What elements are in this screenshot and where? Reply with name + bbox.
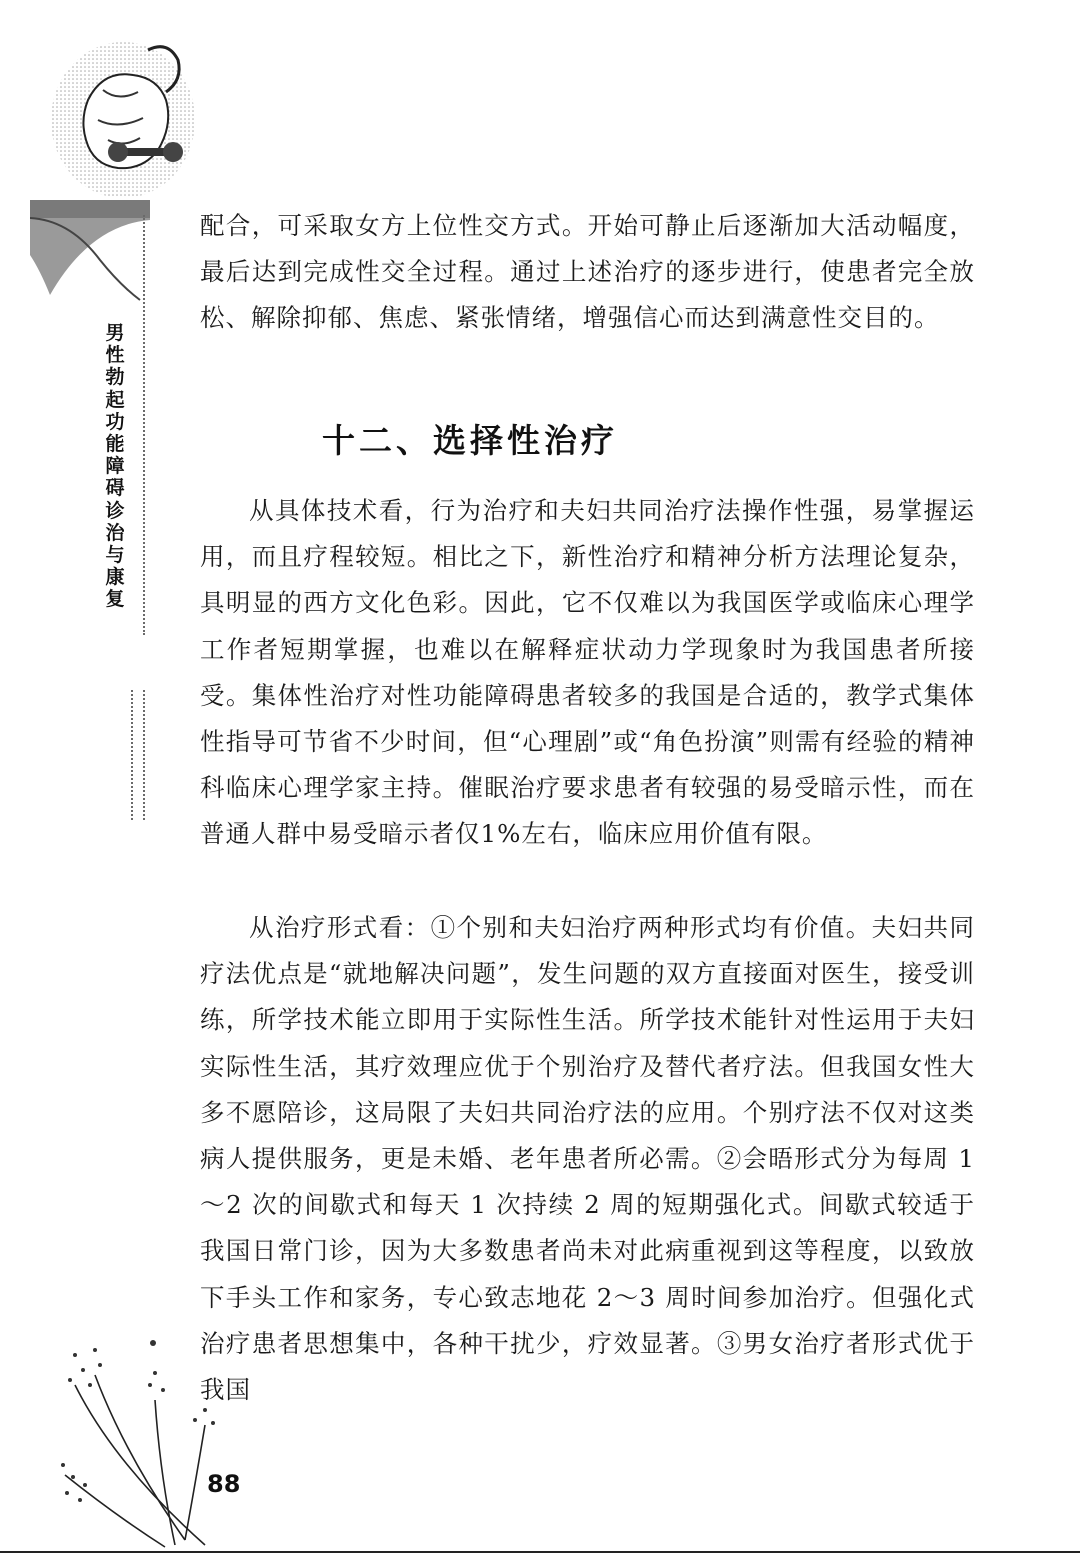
corner-ornament-icon: [30, 200, 150, 310]
running-title-char: 男: [105, 322, 125, 344]
running-title-char: 与: [105, 544, 125, 567]
side-dotted-rule: [143, 215, 145, 635]
side-dotted-rule: [131, 690, 133, 820]
paragraph-text: 配合，可采取女方上位性交方式。开始可静止后逐渐加大活动幅度，最后达到完成性交全过程。通过上述治疗的逐步进行，使患者完全放松、解除抑郁、焦虑、紧张情绪，增强信心而达到满意性交目的。: [200, 211, 975, 333]
running-title-char: 碍: [105, 477, 125, 500]
running-title-char: 性: [105, 344, 125, 367]
side-dotted-rule: [143, 690, 145, 820]
flower-stems-icon: [55, 1325, 235, 1550]
paragraph-continued: [200, 203, 975, 342]
running-title-char: 障: [105, 455, 125, 478]
running-title-char: 勃: [105, 366, 125, 389]
running-title-char: 康: [105, 566, 125, 589]
page-number: 88: [207, 1470, 241, 1498]
running-title-char: 诊: [105, 499, 125, 522]
paragraph: [200, 488, 975, 858]
section-heading: 十二、选择性治疗: [322, 421, 618, 460]
paragraph-text: 从治疗形式看：①个别和夫妇治疗两种形式均有价值。夫妇共同疗法优点是“就地解决问题”，发生问题的双方直接面对医生，接受训练，所学技术能立即用于实际性生活。所学技术能针对性运用于夫妇实际性生活，其疗效理应优于个别治疗及替代者疗法。但我国女性大多不愿陪诊，这局限了夫妇共同治疗法的应用。个别疗法不仅对这类病人提供服务，更是未婚、老年患者所必需。②会晤形式分为每周 1～2 次的间歇式和每天 1 次持续 2 周的短期强化式。间歇式较适于我国日常门诊，因为大多数患者尚未对此病重视到这等程度，以致放下手头工作和家务，专心致志地花 2～3 周时间参加治疗。但强化式治疗患者思想集中，各种干扰少，疗效显著。③男女治疗者形式优于我国: [200, 913, 975, 1405]
running-title-char: 能: [105, 433, 125, 456]
paragraph-text: 从具体技术看，行为治疗和夫妇共同治疗法操作性强，易掌握运用，而且疗程较短。相比之下，新性治疗和精神分析方法理论复杂，具明显的西方文化色彩。因此，它不仅难以为我国医学或临床心理学工作者短期掌握，也难以在解释症状动力学现象时为我国患者所接受。集体性治疗对性功能障碍患者较多的我国是合适的，教学式集体性指导可节省不少时间，但“心理剧”或“角色扮演”则需有经验的精神科临床心理学家主持。催眠治疗要求患者有较强的易受暗示性，而在普通人群中易受暗示者仅1%左右，临床应用价值有限。: [200, 496, 975, 849]
paragraph: [200, 905, 975, 1413]
running-title-char: 功: [105, 410, 125, 433]
bottom-rule: [0, 1551, 1080, 1553]
running-title-char: 治: [105, 521, 125, 544]
running-title: [100, 322, 130, 611]
running-title-char: 复: [105, 588, 125, 611]
muscleman-dumbbell-icon: [48, 30, 198, 200]
running-title-char: 起: [105, 388, 125, 411]
